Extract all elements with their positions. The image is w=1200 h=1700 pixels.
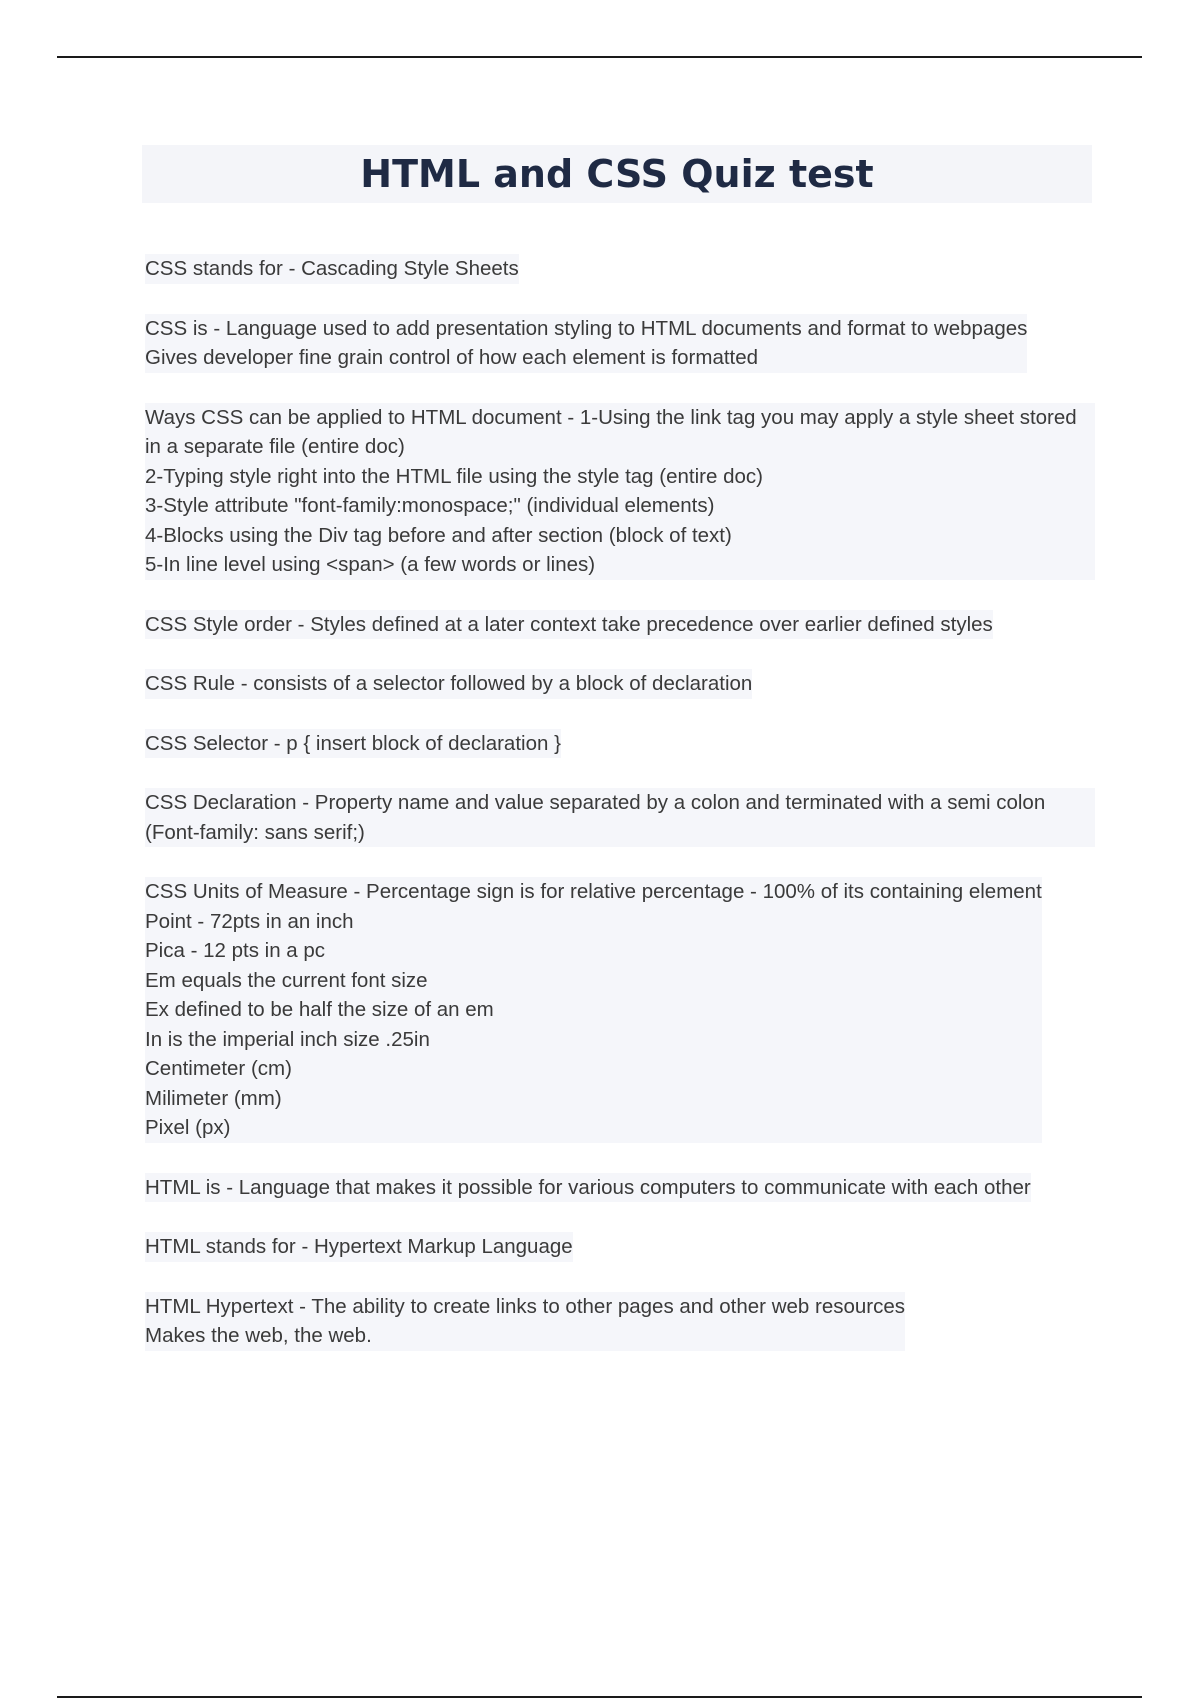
qa-answer: Language used to add presentation styling to HTML documents and format to webpages Gives developer fine grain control of how each element is formatted (145, 316, 1028, 369)
qa-answer: p { insert block of declaration } (286, 731, 561, 755)
qa-answer: 1-Using the link tag you may apply a style sheet stored in a separate file (entire doc) 2-Typing style right into the HTML file using the style tag (entire doc) 3-Style attribute "font-family:monospace;" (individual elements) 4-Blocks using the Div tag before and after section (block of text) 5-In line level using <span> (a few words or lines) (145, 405, 1077, 576)
qa-entry (145, 669, 1095, 699)
qa-term: CSS Selector (145, 731, 269, 755)
qa-answer: Cascading Style Sheets (301, 257, 519, 280)
qa-term: CSS Style order (145, 612, 292, 636)
qa-entry (145, 877, 1095, 1143)
qa-answer: The ability to create links to other pages and other web resources Makes the web, the web. (145, 1294, 906, 1347)
qa-entry (145, 254, 1095, 284)
page-title: HTML and CSS Quiz test (360, 152, 874, 196)
qa-text: CSS Rule - consists of a selector followed by a block of declaration (145, 669, 752, 699)
qa-entry (145, 788, 1095, 847)
qa-answer: Styles defined at a later context take precedence over earlier defined styles (310, 612, 993, 636)
qa-entry (145, 1232, 1095, 1262)
qa-text: Ways CSS can be applied to HTML document - 1-Using the link tag you may apply a style sheet stored in a separate file (entire doc) 2-Typing style right into the HTML file using the style tag (entire doc) 3-Style attribute "font-family:monospace;" (individual elements) 4-Blocks using the Div tag before and after section (block of text) 5-In line level using <span> (a few words or lines) (145, 403, 1095, 580)
qa-text: CSS Style order - Styles defined at a later context take precedence over earlier defined styles (145, 610, 993, 640)
qa-term: CSS is (145, 316, 208, 340)
qa-term: HTML is (145, 1175, 221, 1199)
qa-term: HTML Hypertext (145, 1294, 294, 1318)
qa-answer: Language that makes it possible for various computers to communicate with each other (238, 1175, 1031, 1199)
qa-answer: Percentage sign is for relative percentage - 100% of its containing element Point - 72pts in an inch Pica - 12 pts in a pc Em equals the current font size Ex defined to be half the size of an em In is the imperial inch size .25in Centimeter (cm) Milimeter (mm) Pixel (px) (145, 880, 1042, 1139)
qa-term: CSS stands for (145, 257, 283, 280)
qa-answer: Hypertext Markup Language (313, 1235, 573, 1258)
title-band (142, 145, 1092, 203)
qa-answer: consists of a selector followed by a block of declaration (253, 672, 753, 695)
qa-entry (145, 403, 1095, 580)
qa-term: CSS Declaration (145, 791, 297, 814)
qa-entry (145, 1173, 1095, 1203)
qa-term: CSS Units of Measure (145, 880, 348, 903)
qa-term: Ways CSS can be applied to HTML document (145, 405, 562, 429)
qa-text: HTML Hypertext - The ability to create links to other pages and other web resources Makes the web, the web. (145, 1292, 905, 1351)
qa-text: CSS is - Language used to add presentation styling to HTML documents and format to webpages Gives developer fine grain control of how each element is formatted (145, 314, 1027, 373)
qa-term: CSS Rule (145, 672, 236, 695)
qa-text: CSS Units of Measure - Percentage sign is for relative percentage - 100% of its containing element Point - 72pts in an inch Pica - 12 pts in a pc Em equals the current font size Ex defined to be half the size of an em In is the imperial inch size .25in Centimeter (cm) Milimeter (mm) Pixel (px) (145, 877, 1042, 1143)
qa-text: HTML is - Language that makes it possible for various computers to communicate with each other (145, 1173, 1031, 1203)
qa-text: CSS Declaration - Property name and value separated by a colon and terminated with a semi colon (Font-family: sans serif;) (145, 788, 1095, 847)
qa-entry (145, 314, 1095, 373)
qa-answer: Property name and value separated by a colon and terminated with a semi colon (Font-family: sans serif;) (145, 791, 1046, 844)
top-rule (57, 56, 1142, 58)
qa-list (145, 254, 1095, 1381)
qa-text: CSS Selector - p { insert block of declaration } (145, 729, 561, 759)
qa-entry (145, 729, 1095, 759)
qa-text: HTML stands for - Hypertext Markup Language (145, 1232, 573, 1262)
qa-text: CSS stands for - Cascading Style Sheets (145, 254, 519, 284)
qa-term: HTML stands for (145, 1235, 296, 1258)
qa-entry (145, 1292, 1095, 1351)
qa-entry (145, 610, 1095, 640)
bottom-rule (57, 1696, 1142, 1698)
